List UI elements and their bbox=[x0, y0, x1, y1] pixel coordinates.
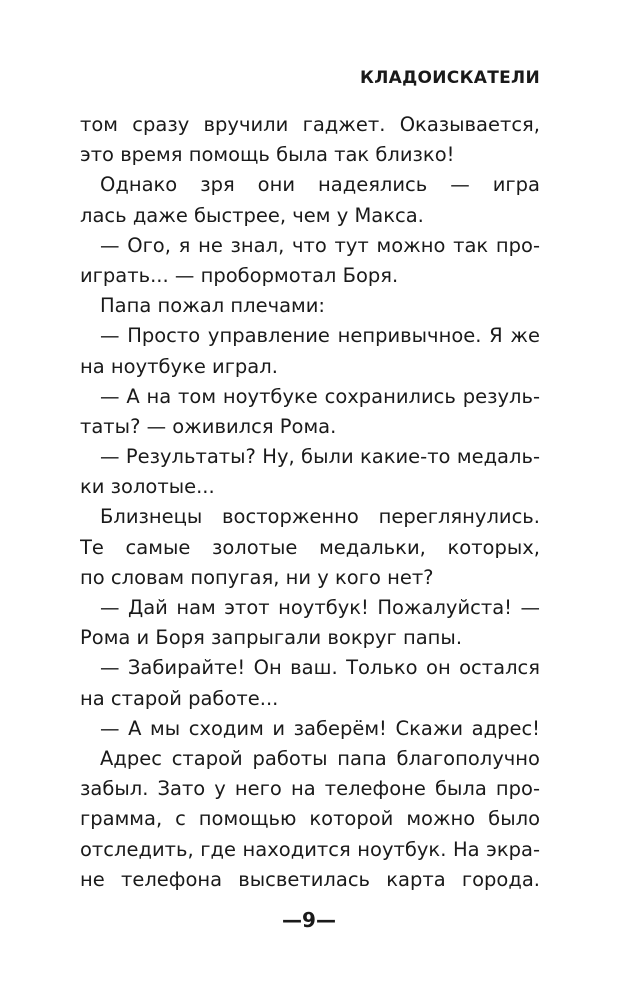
page-number: —9— bbox=[282, 908, 336, 932]
text-line: — А на том ноутбуке сохранились резуль- bbox=[100, 384, 540, 408]
body-text bbox=[80, 110, 540, 895]
text-line: ки золотые... bbox=[80, 475, 215, 499]
text-line: играть... — пробормотал Боря. bbox=[80, 263, 399, 287]
text-line: — А мы сходим и заберём! Скажи адрес! bbox=[100, 716, 540, 740]
text-line: лась даже быстрее, чем у Макса. bbox=[80, 203, 424, 227]
text-line: Близнецы восторженно переглянулись. bbox=[100, 505, 540, 529]
text-line: грамма, с помощью которой можно было bbox=[80, 807, 540, 831]
text-line: таты? — оживился Рома. bbox=[80, 414, 337, 438]
text-line: это время помощь была так близко! bbox=[80, 143, 455, 167]
text-line: Адрес старой работы папа благополучно bbox=[100, 746, 540, 770]
text-line: Рома и Боря запрыгали вокруг папы. bbox=[80, 626, 463, 650]
text-line: том сразу вручили гаджет. Оказывается, bbox=[80, 113, 540, 136]
text-line: Однако зря они надеялись — игра bbox=[100, 173, 540, 197]
text-line: — Ого, я не знал, что тут можно так про- bbox=[100, 233, 540, 257]
text-line: — Забирайте! Он ваш. Только он остался bbox=[100, 656, 540, 680]
text-line: на старой работе... bbox=[80, 686, 279, 710]
text-line: — Результаты? Ну, были какие-то медаль- bbox=[100, 445, 540, 469]
text-line: — Просто управление непривычное. Я же bbox=[100, 324, 540, 348]
text-line: — Дай нам этот ноутбук! Пожалуйста! — bbox=[100, 596, 540, 619]
text-line: по словам попугая, ни у кого нет? bbox=[80, 565, 434, 589]
text-line: Те самые золотые медальки, которых, bbox=[80, 535, 540, 559]
text-line: забыл. Зато у него на телефоне была про- bbox=[80, 777, 540, 801]
text-line: на ноутбуке играл. bbox=[80, 354, 278, 378]
running-header: КЛАДОИСКАТЕЛИ bbox=[360, 68, 540, 88]
text-line: не телефона высветилась карта города. bbox=[80, 867, 540, 891]
text-line: отследить, где находится ноутбук. На экра- bbox=[80, 837, 540, 861]
text-line: Папа пожал плечами: bbox=[100, 294, 326, 318]
